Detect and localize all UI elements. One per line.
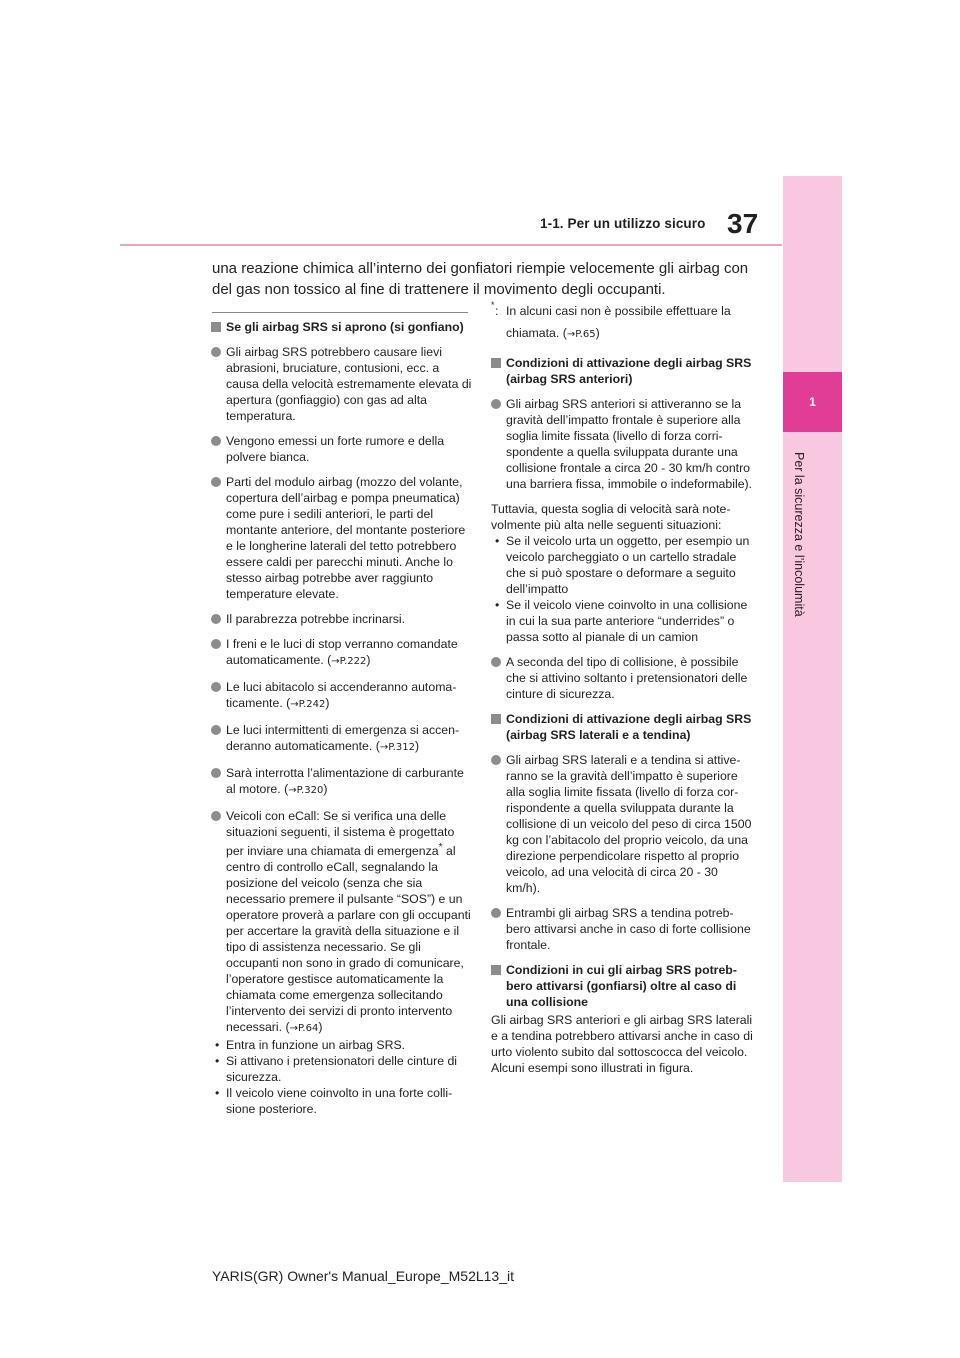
bullet-text: Gli airbag SRS anteriori si attiveranno se la gravità dell’impatto frontale è superiore alla soglia limite fissata (livello di forza corrispondente a quella sviluppata durante una collisione frontale a circa 20 - 30 km/h contro una barriera fissa, immobile o indeformabile). xyxy=(506,397,753,491)
sub-item-text: Il veicolo viene coinvolto in una forte collisione posteriore. xyxy=(226,1086,453,1117)
bullet-item xyxy=(211,679,473,713)
header-divider xyxy=(120,244,782,246)
section-heading xyxy=(491,711,753,743)
square-bullet-icon xyxy=(491,965,501,975)
heading-text: Condizioni di attivazione degli airbag SRS (airbag SRS laterali e a tendina) xyxy=(506,712,752,742)
bullet-text: Sarà interrotta l’alimentazione di carburante al motore. ( xyxy=(226,766,464,796)
footnote-marker: * xyxy=(438,842,443,853)
bullet-item xyxy=(211,474,473,602)
chapter-number: 1 xyxy=(783,372,842,432)
bullet-item xyxy=(211,344,473,424)
circle-bullet-icon xyxy=(211,436,221,446)
circle-bullet-icon xyxy=(211,639,221,649)
paragraph: Tuttavia, questa soglia di velocità sarà notevolmente più alta nelle seguenti situazioni: xyxy=(491,502,731,532)
square-bullet-icon xyxy=(211,322,221,332)
sub-item-text: Entra in funzione un airbag SRS. xyxy=(226,1038,406,1053)
page-reference-link[interactable]: →P.312 xyxy=(379,742,415,753)
footnote-marker: * xyxy=(491,300,495,310)
sub-list-item: • Il veicolo viene coinvolto in una forte collisione posteriore. xyxy=(215,1086,453,1117)
bullet-text: Le luci abitacolo si accenderanno automaticamente. ( xyxy=(226,680,457,710)
bullet-text: Gli airbag SRS laterali e a tendina si attiveranno se la gravità dell’impatto è superiore alla soglia limite fissata (livello di forza corrispondente a quella sviluppata durante la collisione di un veicolo del peso di circa 1500 kg con l’abitacolo del proprio veicolo, da una direzione perpendicolare rispetto al proprio veicolo, ad una velocità di circa 20 - 30 km/h). xyxy=(506,753,752,895)
bullet-text-end: ) xyxy=(318,1020,323,1035)
section-title: 1-1. Per un utilizzo sicuro xyxy=(540,216,706,231)
bullet-text: Entrambi gli airbag SRS a tendina potrebbero attivarsi anche in caso di forte collisione frontale. xyxy=(506,906,751,952)
bullet-item xyxy=(491,396,753,492)
heading-text: Condizioni in cui gli airbag SRS potrebbero attivarsi (gonfiarsi) oltre al caso di una collisione xyxy=(506,963,737,1009)
manual-id-footer: YARIS(GR) Owner's Manual_Europe_M52L13_it xyxy=(212,1268,514,1284)
bullet-item xyxy=(491,752,753,896)
bullet-item xyxy=(211,722,473,756)
bullet-item xyxy=(211,611,473,627)
bullet-item xyxy=(491,905,753,953)
chapter-side-tab[interactable] xyxy=(783,176,842,1182)
bullet-text: Il parabrezza potrebbe incrinarsi. xyxy=(226,612,406,626)
heading-text: Condizioni di attivazione degli airbag SRS (airbag SRS anteriori) xyxy=(506,356,752,386)
chapter-title-container xyxy=(790,452,810,832)
circle-bullet-icon xyxy=(211,682,221,692)
page-reference-link[interactable]: →P.64 xyxy=(289,1023,319,1035)
bullet-text: Gli airbag SRS potrebbero causare lievi abrasioni, bruciature, contusioni, ecc. a causa della velocità estremamente elevata di apertura (gonfiaggio) con gas ad alta temperatura. xyxy=(226,345,472,423)
circle-bullet-icon xyxy=(211,811,221,821)
sub-item-text: Se il veicolo urta un oggetto, per esempio un veicolo parcheggiato o un cartello stradale che si può spostare o deformare a seguito dell’impatto xyxy=(506,534,750,596)
sub-item-text: Se il veicolo viene coinvolto in una collisione in cui la sua parte anteriore “underrides” o passa sotto al pianale di un camion xyxy=(506,598,748,644)
bullet-item xyxy=(211,808,473,1037)
section-heading xyxy=(491,962,753,1010)
square-bullet-icon xyxy=(491,358,501,368)
circle-bullet-icon xyxy=(491,657,501,667)
bullet-text-cont: al centro di controllo eCall, segnalando la posizione del veicolo (senza che sia necessario premere il pulsante “SOS”) e un operatore proverà a parlare con gli occupanti per accertare la gravità della situazione e il tipo di assistenza necessario. Se gli occupanti non sono in grado di comunicare, l’operatore gestisce automaticamente la chiamata come emergenza sollecitando l’intervento dei servizi di pronto intervento necessari. ( xyxy=(226,844,471,1035)
circle-bullet-icon xyxy=(211,614,221,624)
bullet-text: Vengono emessi un forte rumore e della polvere bianca. xyxy=(226,434,445,464)
page-reference-link[interactable]: →P.65 xyxy=(566,329,596,340)
sub-list-item: • Se il veicolo viene coinvolto in una collisione in cui la sua parte anteriore “underrides” o passa sotto al pianale di un camion xyxy=(495,598,748,644)
column-divider xyxy=(212,312,468,313)
bullet-text: Veicoli con eCall: Se si verifica una delle situazioni seguenti, il sistema è progettato per inviare una chiamata di emergenza xyxy=(226,809,455,859)
footnote-text-end: ) xyxy=(595,326,600,340)
bullet-item xyxy=(491,654,753,702)
bullet-text: I freni e le luci di stop verranno comandate automaticamente. ( xyxy=(226,637,458,667)
bullet-text-end: ) xyxy=(366,653,371,667)
paragraph: Gli airbag SRS anteriori e gli airbag SRS laterali e a tendina potrebbero attivarsi anche in caso di urto violento subito dal sottoscocca del veicolo. Alcuni esempi sono illustrati in figura. xyxy=(491,1013,753,1075)
bullet-item xyxy=(211,636,473,670)
circle-bullet-icon xyxy=(211,725,221,735)
circle-bullet-icon xyxy=(491,908,501,918)
sub-item-text: Si attivano i pretensionatori delle cinture di sicurezza. xyxy=(226,1054,458,1085)
sub-list-item: • Si attivano i pretensionatori delle cinture di sicurezza. xyxy=(215,1054,458,1085)
sub-list-item: • Se il veicolo urta un oggetto, per esempio un veicolo parcheggiato o un cartello stradale che si può spostare o deformare a seguito dell’impatto xyxy=(495,534,750,596)
intro-paragraph: una reazione chimica all’interno dei gonfiatori riempie velocemente gli airbag con del gas non tossico al fine di trattenere il movimento degli occupanti. xyxy=(212,260,749,298)
bullet-text: Le luci intermittenti di emergenza si accenderanno automaticamente. ( xyxy=(226,723,460,753)
sub-list-item: • Entra in funzione un airbag SRS. xyxy=(215,1038,406,1053)
page-number: 37 xyxy=(727,208,759,239)
circle-bullet-icon xyxy=(491,399,501,409)
bullet-item xyxy=(211,433,473,465)
chapter-title: Per la sicurezza e l’incolumità xyxy=(792,452,806,617)
left-column xyxy=(211,319,473,1117)
bullet-text-end: ) xyxy=(323,782,328,796)
section-heading xyxy=(211,319,473,335)
circle-bullet-icon xyxy=(211,477,221,487)
page-reference-link[interactable]: →P.222 xyxy=(331,656,367,667)
page-reference-link[interactable]: →P.320 xyxy=(288,785,324,796)
circle-bullet-icon xyxy=(211,347,221,357)
bullet-text-end: ) xyxy=(325,696,330,710)
circle-bullet-icon xyxy=(211,768,221,778)
right-column xyxy=(491,300,753,1085)
bullet-item xyxy=(211,765,473,799)
bullet-text: A seconda del tipo di collisione, è possibile che si attivino soltanto i pretensionatori delle cinture di sicurezza. xyxy=(506,655,748,701)
circle-bullet-icon xyxy=(491,755,501,765)
page-reference-link[interactable]: →P.242 xyxy=(290,699,326,710)
heading-text: Se gli airbag SRS si aprono (si gonfiano) xyxy=(226,320,464,334)
footnote: * : In alcuni casi non è possibile effettuare la chiamata. (→P.65) xyxy=(491,300,753,346)
bullet-text: Parti del modulo airbag (mozzo del volante, copertura dell’airbag e pompa pneumatica) come pure i sedili anteriori, le parti del montante anteriore, del montante posteriore e le longherine laterali del tetto potrebbero essere caldi per parecchi minuti. Anche lo stesso airbag potrebbe aver raggiunto temperature elevate. xyxy=(226,475,466,601)
section-heading xyxy=(491,355,753,387)
square-bullet-icon xyxy=(491,714,501,724)
bullet-text-end: ) xyxy=(414,739,420,753)
footnote-text: In alcuni casi non è possibile effettuare la chiamata. ( xyxy=(506,304,731,340)
